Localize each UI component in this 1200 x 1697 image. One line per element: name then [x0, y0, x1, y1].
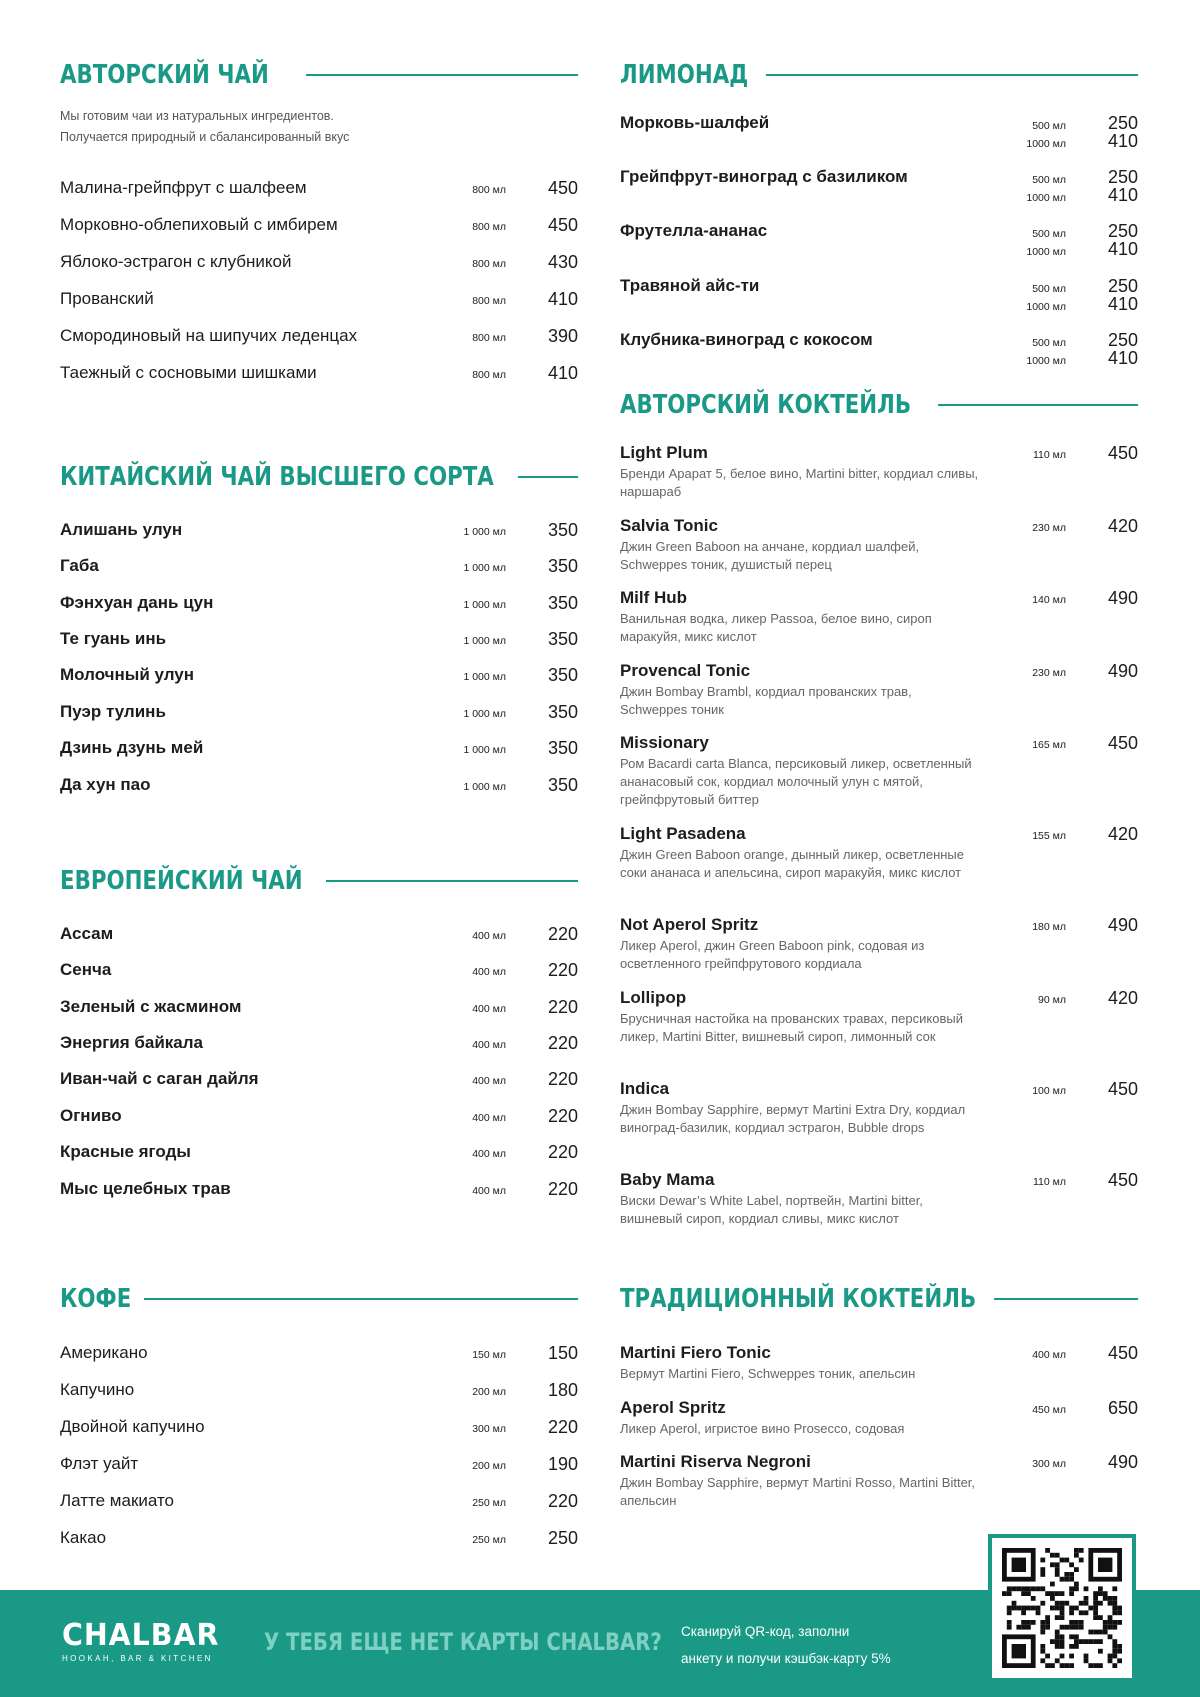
item-name: Те гуань инь — [60, 629, 167, 648]
item-name: Light Plum — [620, 443, 708, 462]
item-price: 420 — [1107, 988, 1138, 1008]
section-header — [620, 56, 1138, 92]
item-volume: 200 мл — [472, 1386, 506, 1398]
item-name: Missionary — [620, 733, 709, 752]
item-volume: 1000 мл — [1026, 246, 1066, 258]
item-volume: 400 мл — [472, 1148, 506, 1160]
item-volume: 450 мл — [1032, 1404, 1066, 1416]
item-name: Американо — [60, 1343, 148, 1362]
item-price: 250 — [1107, 221, 1138, 241]
item-volume: 1 000 мл — [463, 526, 506, 538]
item-name: Not Aperol Spritz — [620, 915, 759, 934]
item-name: Сенча — [60, 960, 112, 979]
menu-item — [60, 737, 578, 767]
item-volume: 1 000 мл — [463, 708, 506, 720]
item-description: Ликер Aperol, игристое вино Prosecco, содовая — [620, 1421, 905, 1436]
item-volume: 1 000 мл — [463, 562, 506, 574]
section-title: ЕВРОПЕЙСКИЙ ЧАЙ — [60, 866, 303, 896]
item-name: Provencal Tonic — [620, 661, 751, 680]
item-volume: 400 мл — [472, 1075, 506, 1087]
section-divider — [938, 404, 1138, 406]
menu-item — [60, 555, 578, 585]
item-name: Яблоко-эстрагон с клубникой — [60, 252, 292, 271]
item-name: Иван-чай с саган дайля — [60, 1069, 259, 1088]
item-description: Джин Green Baboon orange, дынный ликер, осветленные соки ананаса и апельсина, сироп маракуйя, микс кислот — [620, 847, 965, 880]
item-volume: 150 мл — [472, 1349, 506, 1361]
qr-code[interactable] — [988, 1534, 1136, 1682]
item-name: Прованский — [60, 289, 154, 308]
item-name: Алишань улун — [60, 520, 183, 539]
item-price: 450 — [547, 215, 578, 235]
menu-item — [60, 923, 578, 953]
item-price: 490 — [1107, 1452, 1138, 1472]
item-price: 420 — [1107, 824, 1138, 844]
item-volume: 230 мл — [1032, 522, 1066, 534]
item-price: 350 — [547, 520, 578, 540]
item-volume: 200 мл — [472, 1460, 506, 1472]
menu-item — [60, 628, 578, 658]
item-price: 450 — [1107, 1170, 1138, 1190]
item-price: 450 — [1107, 1079, 1138, 1099]
section-header — [60, 56, 578, 92]
item-price: 410 — [1107, 294, 1138, 314]
item-price: 250 — [1107, 113, 1138, 133]
item-description: Ликер Aperol, джин Green Baboon pink, содовая из осветленного грейпфрутового кордиала — [620, 938, 925, 971]
item-volume: 250 мл — [472, 1497, 506, 1509]
item-volume: 400 мл — [472, 1039, 506, 1051]
item-price: 220 — [547, 1033, 578, 1053]
item-price: 450 — [1107, 443, 1138, 463]
item-description: Виски Dewar’s White Label, портвейн, Martini bitter, вишневый сироп, кордиал сливы, микс кислот — [620, 1193, 923, 1226]
item-name: Фэнхуан дань цун — [60, 593, 214, 612]
logo-tagline: HOOKAH, BAR & KITCHEN — [62, 1654, 213, 1663]
menu-item — [60, 1141, 578, 1171]
item-volume: 800 мл — [472, 369, 506, 381]
item-price: 350 — [547, 556, 578, 576]
item-price: 220 — [547, 1491, 578, 1511]
item-volume: 800 мл — [472, 221, 506, 233]
item-name: Lollipop — [620, 988, 687, 1007]
item-name: Капучино — [60, 1380, 135, 1399]
qr-instruction-line: Сканируй QR-код, заполни — [681, 1624, 850, 1639]
section-european-tea — [60, 862, 578, 1199]
item-volume: 400 мл — [472, 930, 506, 942]
item-name: Salvia Tonic — [620, 516, 718, 535]
section-divider — [518, 476, 578, 478]
item-name: Зеленый с жасмином — [60, 997, 242, 1016]
section-header — [620, 1280, 1138, 1316]
item-name: Aperol Spritz — [620, 1398, 726, 1417]
item-name: Флэт уайт — [60, 1454, 139, 1473]
item-description: Джин Green Baboon на анчане, кордиал шалфей, Schweppes тоник, душистый перец — [620, 539, 920, 572]
menu-item — [60, 1379, 578, 1409]
menu-item — [60, 1032, 578, 1062]
item-name: Martini Fiero Tonic — [620, 1343, 771, 1362]
item-name: Молочный улун — [60, 665, 195, 684]
item-price: 150 — [547, 1343, 578, 1363]
menu-item — [60, 664, 578, 694]
item-volume: 1000 мл — [1026, 138, 1066, 150]
item-price: 490 — [1107, 588, 1138, 608]
item-price: 390 — [547, 326, 578, 346]
section-title: КИТАЙСКИЙ ЧАЙ ВЫСШЕГО СОРТА — [60, 462, 494, 492]
menu-item — [60, 288, 578, 318]
item-name: Фрутелла-ананас — [620, 221, 768, 240]
section-coffee — [60, 1280, 578, 1548]
section-divider — [144, 1298, 578, 1300]
item-volume: 500 мл — [1032, 283, 1066, 295]
item-name: Milf Hub — [620, 588, 688, 607]
section-divider — [306, 74, 578, 76]
item-price: 180 — [547, 1380, 578, 1400]
item-name: Габа — [60, 556, 99, 575]
item-volume: 800 мл — [472, 332, 506, 344]
item-name: Ассам — [60, 924, 114, 943]
item-volume: 1000 мл — [1026, 301, 1066, 313]
item-volume: 800 мл — [472, 184, 506, 196]
item-volume: 500 мл — [1032, 228, 1066, 240]
section-author-tea — [60, 56, 578, 383]
item-volume: 230 мл — [1032, 667, 1066, 679]
item-description: Ром Bacardi carta Blanca, персиковый ликер, осветленный ананасовый сок, кордиал молочный улун с мятой, грейпфрутовый биттер — [620, 756, 972, 807]
item-price: 410 — [547, 289, 578, 309]
menu-item — [60, 996, 578, 1026]
item-price: 220 — [547, 1142, 578, 1162]
item-volume: 500 мл — [1032, 337, 1066, 349]
item-volume: 300 мл — [472, 1423, 506, 1435]
item-volume: 400 мл — [472, 1003, 506, 1015]
item-name: Мыс целебных трав — [60, 1179, 231, 1198]
item-price: 220 — [547, 1106, 578, 1126]
section-intro — [60, 106, 349, 148]
item-volume: 1 000 мл — [463, 781, 506, 793]
item-name: Смородиновый на шипучих леденцах — [60, 326, 358, 345]
section-header — [60, 862, 578, 898]
item-price: 250 — [1107, 276, 1138, 296]
item-price: 220 — [547, 1417, 578, 1437]
item-volume: 400 мл — [1032, 1349, 1066, 1361]
item-price: 350 — [547, 665, 578, 685]
item-volume: 400 мл — [472, 1185, 506, 1197]
item-description: Брусничная настойка на прованских травах, персиковый ликер, Martini Bitter, вишневый сироп, лимонный сок — [620, 1011, 963, 1044]
menu-item — [60, 177, 578, 207]
item-name: Indica — [620, 1079, 670, 1098]
item-volume: 500 мл — [1032, 120, 1066, 132]
item-price: 250 — [1107, 167, 1138, 187]
item-volume: 90 мл — [1038, 994, 1066, 1006]
item-price: 410 — [1107, 185, 1138, 205]
item-volume: 1 000 мл — [463, 599, 506, 611]
section-divider — [766, 74, 1138, 76]
menu-item — [60, 592, 578, 622]
item-name: Огниво — [60, 1106, 122, 1125]
item-name: Красные ягоды — [60, 1142, 191, 1161]
section-header — [60, 458, 578, 494]
item-name: Травяной айс-ти — [620, 276, 760, 295]
item-price: 350 — [547, 629, 578, 649]
menu-item — [60, 959, 578, 989]
item-description: Джин Bombay Brambl, кордиал прованских трав, Schweppes тоник — [620, 684, 912, 717]
section-title: ТРАДИЦИОННЫЙ КОКТЕЙЛЬ — [620, 1284, 977, 1314]
item-volume: 400 мл — [472, 966, 506, 978]
item-volume: 1000 мл — [1026, 355, 1066, 367]
item-price: 650 — [1107, 1398, 1138, 1418]
brand-logo — [62, 1620, 228, 1663]
item-volume: 110 мл — [1032, 449, 1066, 461]
item-name: Таежный с сосновыми шишками — [60, 363, 317, 382]
item-name: Да хун пао — [60, 775, 151, 794]
item-volume: 100 мл — [1032, 1085, 1066, 1097]
item-price: 410 — [1107, 348, 1138, 368]
item-name: Какао — [60, 1528, 107, 1547]
item-volume: 1 000 мл — [463, 744, 506, 756]
item-price: 430 — [547, 252, 578, 272]
item-volume: 1 000 мл — [463, 671, 506, 683]
section-divider — [994, 1298, 1138, 1300]
item-price: 410 — [1107, 239, 1138, 259]
menu-item — [60, 1416, 578, 1446]
item-price: 450 — [547, 178, 578, 198]
section-header — [60, 1280, 578, 1316]
section-lemonade — [620, 56, 1138, 368]
menu-item — [60, 519, 578, 549]
item-name: Морковно-облепиховый с имбирем — [60, 215, 338, 234]
item-description: Ванильная водка, ликер Passoa, белое вино, сироп маракуйя, микс кислот — [620, 611, 932, 644]
section-traditional-cocktail — [620, 1280, 1138, 1508]
item-volume: 1 000 мл — [463, 635, 506, 647]
item-name: Малина-грейпфрут с шалфеем — [60, 178, 307, 197]
item-volume: 800 мл — [472, 258, 506, 270]
item-price: 220 — [547, 997, 578, 1017]
item-price: 250 — [547, 1528, 578, 1548]
section-divider — [326, 880, 578, 882]
menu-item — [60, 1453, 578, 1483]
item-price: 220 — [547, 960, 578, 980]
item-price: 450 — [1107, 1343, 1138, 1363]
menu-item — [60, 1342, 578, 1372]
item-price: 350 — [547, 702, 578, 722]
item-name: Грейпфрут-виноград с базиликом — [620, 167, 908, 186]
item-volume: 110 мл — [1032, 1176, 1066, 1188]
menu-item — [60, 1178, 578, 1208]
item-volume: 140 мл — [1032, 594, 1066, 606]
item-volume: 180 мл — [1032, 921, 1066, 933]
item-price: 220 — [547, 1179, 578, 1199]
item-price: 190 — [547, 1454, 578, 1474]
promo-headline: У ТЕБЯ ЕЩЕ НЕТ КАРТЫ CHALBAR? — [264, 1628, 662, 1656]
item-name: Пуэр тулинь — [60, 702, 166, 721]
section-title: АВТОРСКИЙ ЧАЙ — [60, 60, 269, 90]
item-name: Морковь-шалфей — [620, 113, 770, 132]
item-price: 410 — [547, 363, 578, 383]
logo-wordmark: CHALBAR — [62, 1618, 220, 1653]
item-name: Дзинь дзунь мей — [60, 738, 204, 757]
item-price: 250 — [1107, 330, 1138, 350]
menu-item — [60, 214, 578, 244]
item-description: Джин Bombay Sapphire, вермут Martini Rosso, Martini Bitter, апельсин — [620, 1475, 976, 1508]
item-volume: 155 мл — [1032, 830, 1066, 842]
item-name: Латте макиато — [60, 1491, 175, 1510]
menu-item — [60, 362, 578, 392]
item-volume: 800 мл — [472, 295, 506, 307]
item-name: Baby Mama — [620, 1170, 715, 1189]
item-price: 350 — [547, 593, 578, 613]
item-price: 350 — [547, 738, 578, 758]
menu-item — [60, 1490, 578, 1520]
qr-instructions — [681, 1618, 891, 1672]
item-volume: 400 мл — [472, 1112, 506, 1124]
menu-item — [60, 1105, 578, 1135]
item-name: Light Pasadena — [620, 824, 746, 843]
item-price: 420 — [1107, 516, 1138, 536]
item-price: 220 — [547, 924, 578, 944]
menu-item — [60, 251, 578, 281]
section-title: КОФЕ — [60, 1284, 132, 1314]
item-volume: 1000 мл — [1026, 192, 1066, 204]
section-title: ЛИМОНАД — [620, 60, 749, 90]
section-header — [620, 386, 1138, 422]
item-description: Вермут Martini Fiero, Schweppes тоник, апельсин — [620, 1366, 916, 1381]
item-price: 450 — [1107, 733, 1138, 753]
item-volume: 250 мл — [472, 1534, 506, 1546]
item-volume: 165 мл — [1032, 739, 1066, 751]
item-price: 410 — [1107, 131, 1138, 151]
item-price: 490 — [1107, 661, 1138, 681]
item-volume: 500 мл — [1032, 174, 1066, 186]
item-price: 350 — [547, 775, 578, 795]
item-description: Бренди Арарат 5, белое вино, Martini bitter, кордиал сливы, наршараб — [620, 466, 979, 499]
qr-instruction-line: анкету и получи кэшбэк-карту 5% — [681, 1651, 891, 1666]
item-volume: 300 мл — [1032, 1458, 1066, 1470]
menu-item — [60, 325, 578, 355]
item-name: Энергия байкала — [60, 1033, 203, 1052]
menu-item — [60, 1527, 578, 1557]
item-name: Martini Riserva Negroni — [620, 1452, 811, 1471]
section-chinese-tea — [60, 458, 578, 795]
item-price: 490 — [1107, 915, 1138, 935]
section-author-cocktail — [620, 386, 1138, 1226]
intro-line: Получается природный и сбалансированный вкус — [60, 130, 350, 144]
item-name: Двойной капучино — [60, 1417, 205, 1436]
qr-code-icon — [1002, 1548, 1122, 1668]
menu-item — [60, 774, 578, 804]
menu-item — [60, 1068, 578, 1098]
intro-line: Мы готовим чаи из натуральных ингредиентов. — [60, 109, 334, 123]
section-title: АВТОРСКИЙ КОКТЕЙЛЬ — [620, 390, 912, 420]
item-name: Клубника-виноград с кокосом — [620, 330, 873, 349]
menu-item — [60, 701, 578, 731]
item-price: 220 — [547, 1069, 578, 1089]
item-description: Джин Bombay Sapphire, вермут Martini Extra Dry, кордиал виноград-базилик, кордиал эстрагон, Bubble drops — [620, 1102, 966, 1135]
